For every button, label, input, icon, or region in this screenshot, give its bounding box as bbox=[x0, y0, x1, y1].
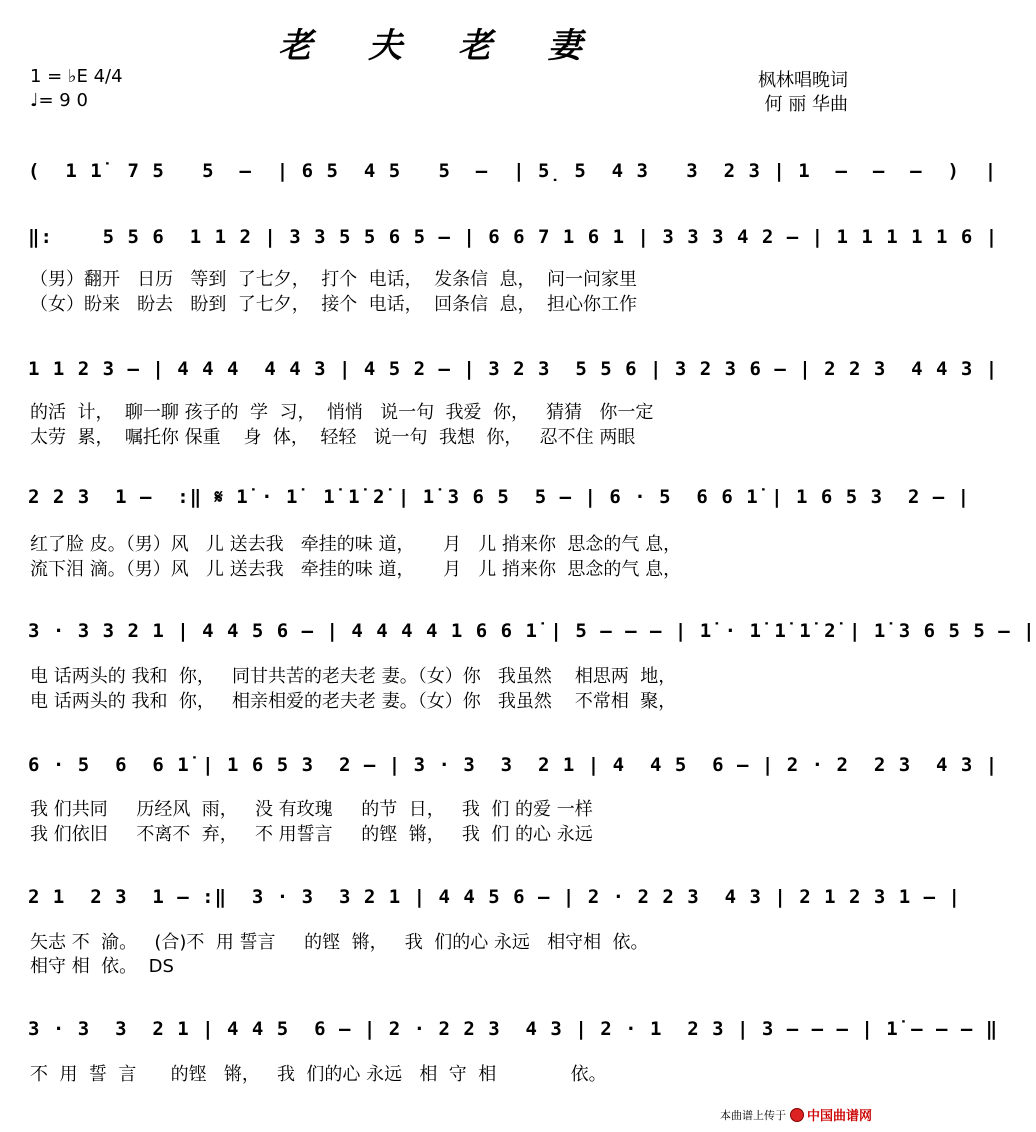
lyric-line: 相守 相 依。 DS bbox=[30, 956, 174, 977]
key-signature: 1 = ♭E 4/4 bbox=[30, 66, 123, 87]
song-title: 老 夫 老 妻 bbox=[278, 26, 604, 66]
upload-footer bbox=[720, 1105, 872, 1124]
lyric-line: 我 们共同 历经风 雨， 没 有玫瑰 的节 日， 我 们 的爱 一样 bbox=[30, 799, 593, 820]
notation-row: 3 · 3 3 2 1 | 4 4 5 6 – | 4 4 4 4 1 6 6 1̇ | 5 – – – | 1̇ · 1̇ 1̇ 1̇ 2̇ | 1̇ 3 6 5 5 – | bbox=[28, 620, 1036, 642]
lyric-line: 流下泪 滴。（男）风 儿 送去我 牵挂的味 道， 月 儿 捎来你 思念的气 息， bbox=[30, 559, 682, 580]
lyric-line: 的活 计， 聊一聊 孩子的 学 习， 悄悄 说一句 我爱 你， 猜猜 你一定 bbox=[30, 402, 654, 423]
lyric-line: 我 们依旧 不离不 弃， 不 用誓言 的铿 锵， 我 们 的心 永远 bbox=[30, 824, 593, 845]
notation-row: 2 2 3 1 – :‖ 𝄋 1̇ · 1̇ 1̇ 1̇ 2̇ | 1̇ 3 6 5 5 – | 6 · 5 6 6 1̇ | 1 6 5 3 2 – | bbox=[28, 486, 971, 508]
notation-row: 2 1 2 3 1 – :‖ 3 · 3 3 2 1 | 4 4 5 6 – | 2 · 2 2 3 4 3 | 2 1 2 3 1 – | bbox=[28, 886, 961, 908]
lyric-line: 红了脸 皮。（男）风 儿 送去我 牵挂的味 道， 月 儿 捎来你 思念的气 息， bbox=[30, 534, 682, 555]
tempo-marking: ♩= 9 0 bbox=[30, 90, 88, 111]
lyric-line: （男）翻开 日历 等到 了七夕， 打个 电话， 发条信 息， 问一问家里 bbox=[30, 269, 637, 290]
site-logo[interactable] bbox=[790, 1105, 872, 1124]
lyric-line: 矢志 不 渝。 (合)不 用 誓言 的铿 锵， 我 们的心 永远 相守相 依。 bbox=[30, 932, 649, 953]
footer-text: 本曲谱上传于 bbox=[719, 1109, 786, 1122]
site-name: 中国曲谱网 bbox=[806, 1108, 872, 1123]
composer-credit: 何 丽 华曲 bbox=[764, 94, 848, 115]
lyric-line: 电 话两头的 我和 你， 同甘共苦的老夫老 妻。（女）你 我虽然 相思两 地， bbox=[30, 666, 677, 687]
lyric-line: （女）盼来 盼去 盼到 了七夕， 接个 电话， 回条信 息， 担心你工作 bbox=[30, 294, 637, 315]
notation-row: 3 · 3 3 2 1 | 4 4 5 6 – | 2 · 2 2 3 4 3 | 2 · 1 2 3 | 3 – – – | 1̇ – – – ‖ bbox=[28, 1018, 999, 1040]
logo-icon bbox=[790, 1108, 804, 1122]
notation-row: 6 · 5 6 6 1̇ | 1 6 5 3 2 – | 3 · 3 3 2 1 | 4 4 5 6 – | 2 · 2 2 3 4 3 | bbox=[28, 754, 999, 776]
notation-row: 1 1 2 3 – | 4 4 4 4 4 3 | 4 5 2 – | 3 2 3 5 5 6 | 3 2 3 6 – | 2 2 3 4 4 3 | bbox=[28, 358, 999, 380]
notation-row: ‖: 5 5 6 1 1 2 | 3 3 5 5 6 5 – | 6 6 7 1 6 1 | 3 3 3 4 2 – | 1 1 1 1 1 6 | bbox=[28, 226, 999, 248]
lyric-line: 电 话两头的 我和 你， 相亲相爱的老夫老 妻。（女）你 我虽然 不常相 聚， bbox=[30, 691, 677, 712]
lyric-line: 太劳 累， 嘱托你 保重 身 体， 轻轻 说一句 我想 你， 忍不住 两眼 bbox=[30, 427, 636, 448]
lyric-line: 不 用 誓 言 的铿 锵， 我 们的心 永远 相 守 相 依。 bbox=[30, 1064, 607, 1085]
notation-row: ( 1 1̇ 7 5 5 – | 6 5 4 5 5 – | 5̣ 5 4 3 3 2 3 | 1 – – – ) | bbox=[28, 160, 998, 182]
lyricist-credit: 枫林唱晚词 bbox=[758, 70, 848, 91]
